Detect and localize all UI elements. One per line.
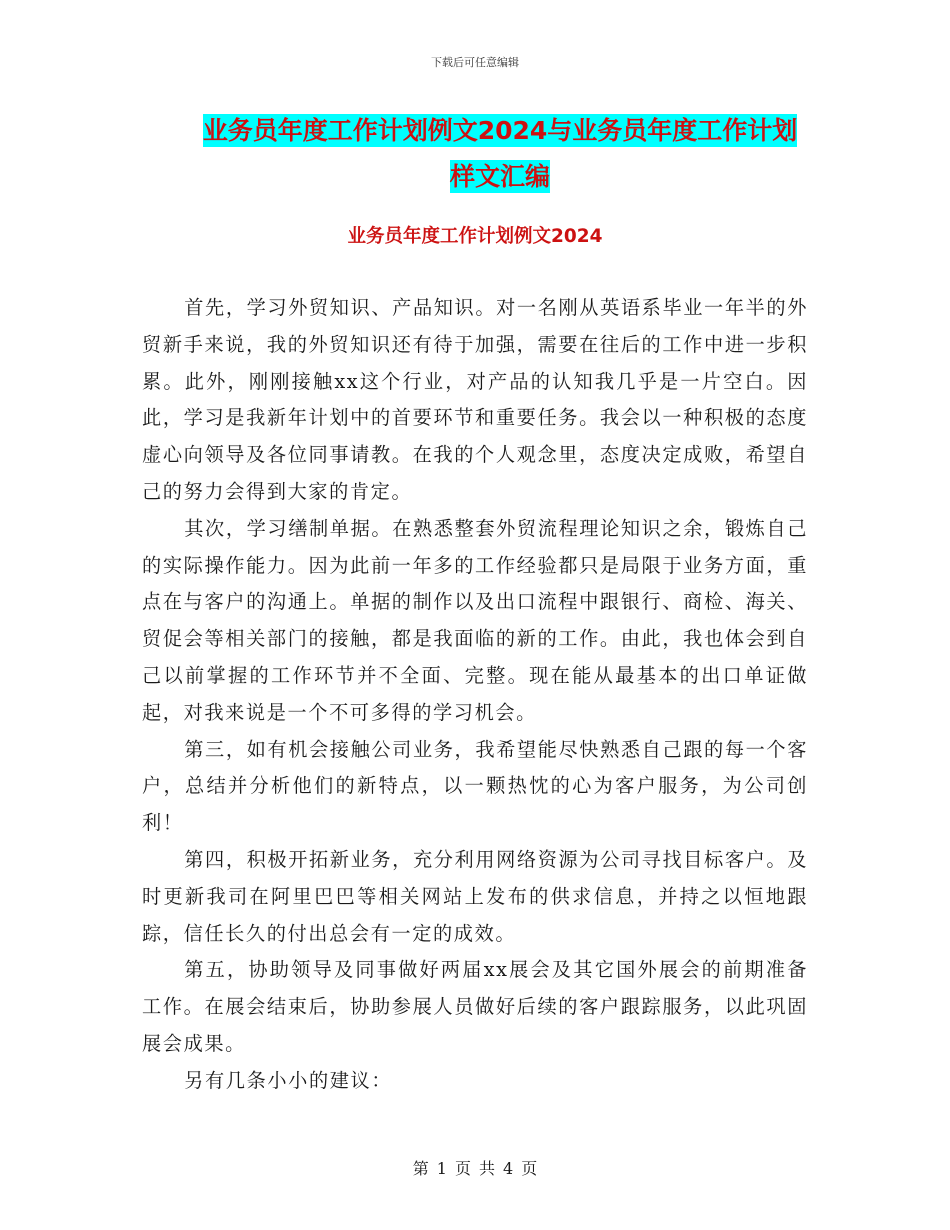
footer-label-page: 第 xyxy=(412,1159,429,1178)
paragraph: 首先，学习外贸知识、产品知识。对一名刚从英语系毕业一年半的外贸新手来说，我的外贸知识还有待于加强，需要在往后的工作中进一步积累。此外，刚刚接触xx这个行业，对产品的认知我几乎是一片空白。因此，学习是我新年计划中的首要环节和重要任务。我会以一种积极的态度虚心向领导及各位同事请教。在我的个人观念里，态度决定成败，希望自己的努力会得到大家的肯定。 xyxy=(142,296,808,503)
page-footer xyxy=(0,1156,950,1179)
current-page-number: 1 xyxy=(436,1159,447,1178)
document-title xyxy=(150,108,850,200)
paragraph: 另有几条小小的建议： xyxy=(184,1068,393,1092)
body-text xyxy=(142,290,808,1100)
footer-label-ye-2: 页 xyxy=(521,1159,538,1178)
section-title: 业务员年度工作计划例文2024 xyxy=(347,226,603,247)
footer-label-ye: 页 xyxy=(454,1159,471,1178)
title-line-1: 业务员年度工作计划例文2024与业务员年度工作计划 xyxy=(202,116,798,145)
header-note: 下载后可任意编辑 xyxy=(431,56,519,69)
paragraph: 第四，积极开拓新业务，充分利用网络资源为公司寻找目标客户。及时更新我司在阿里巴巴等相关网站上发布的供求信息，并持之以恒地跟踪，信任长久的付出总会有一定的成效。 xyxy=(142,847,808,945)
total-pages-number: 4 xyxy=(503,1159,514,1178)
footer-label-total: 共 xyxy=(479,1159,496,1178)
paragraph: 第五，协助领导及同事做好两届xx展会及其它国外展会的前期准备工作。在展会结束后，协助参展人员做好后续的客户跟踪服务，以此巩固展会成果。 xyxy=(142,958,808,1055)
paragraph: 第三，如有机会接触公司业务，我希望能尽快熟悉自己跟的每一个客户，总结并分析他们的新特点，以一颗热忱的心为客户服务，为公司创利！ xyxy=(142,737,808,835)
paragraph: 其次，学习缮制单据。在熟悉整套外贸流程理论知识之余，锻炼自己的实际操作能力。因为此前一年多的工作经验都只是局限于业务方面，重点在与客户的沟通上。单据的制作以及出口流程中跟银行、商检、海关、贸促会等相关部门的接触，都是我面临的新的工作。由此，我也体会到自己以前掌握的工作环节并不全面、完整。现在能从最基本的出口单证做起，对我来说是一个不可多得的学习机会。 xyxy=(142,516,808,724)
title-line-2: 样文汇编 xyxy=(449,162,550,191)
